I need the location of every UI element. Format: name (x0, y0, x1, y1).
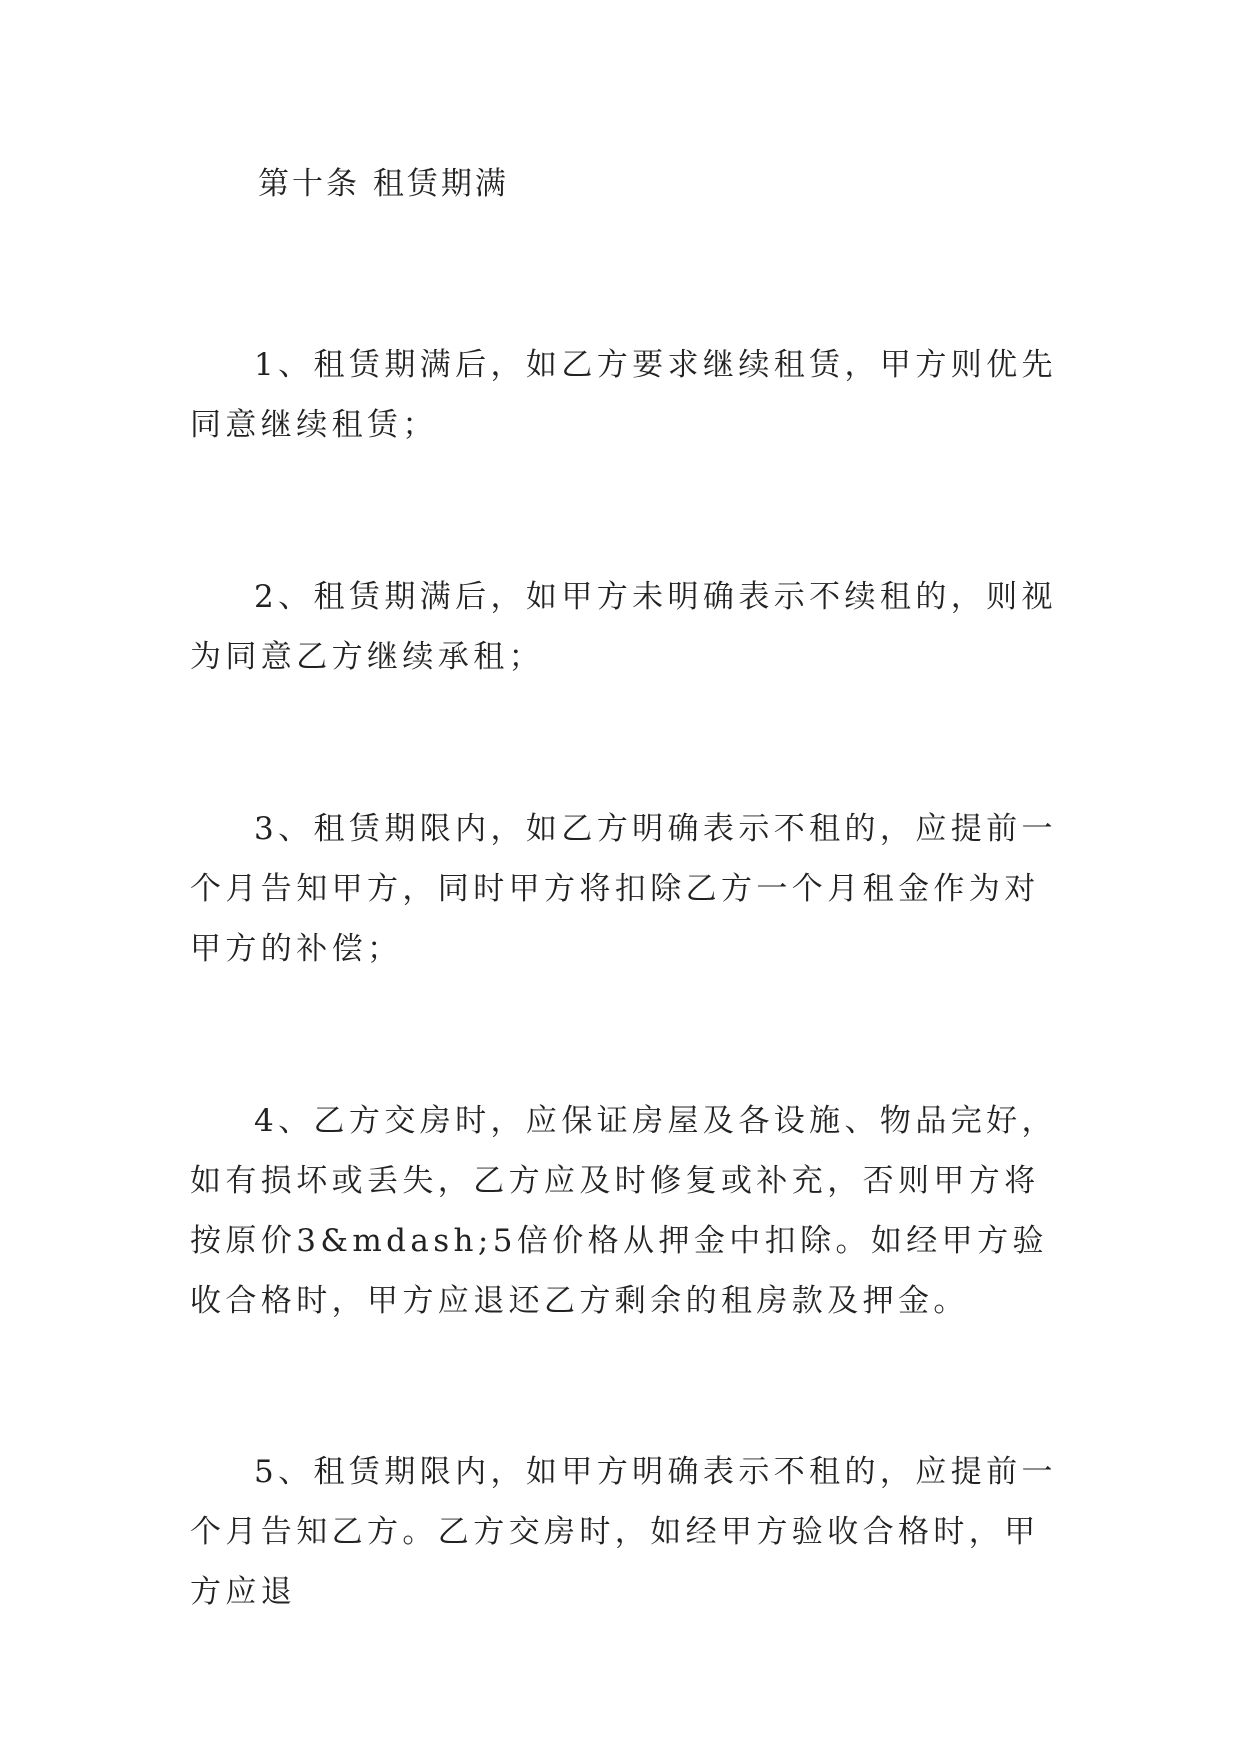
section-heading: 第十条 租赁期满 (258, 166, 509, 202)
clause-3: 3、租赁期限内，如乙方明确表示不租的，应提前一个月告知甲方，同时甲方将扣除乙方一个月租金作为对甲方的补偿； (190, 811, 1057, 967)
clause-1: 1、租赁期满后，如乙方要求继续租赁，甲方则优先同意继续租赁； (190, 347, 1057, 443)
clause-2: 2、租赁期满后，如甲方未明确表示不续租的，则视为同意乙方继续承租； (190, 579, 1057, 675)
clause-4: 4、乙方交房时，应保证房屋及各设施、物品完好，如有损坏或丢失，乙方应及时修复或补充，否则甲方将按原价3&mdash;5倍价格从押金中扣除。如经甲方验收合格时，甲方应退还乙方剩余的租房款及押金。 (190, 1103, 1057, 1319)
clause-5: 5、租赁期限内，如甲方明确表示不租的，应提前一个月告知乙方。乙方交房时，如经甲方验收合格时，甲方应退 (190, 1454, 1057, 1610)
